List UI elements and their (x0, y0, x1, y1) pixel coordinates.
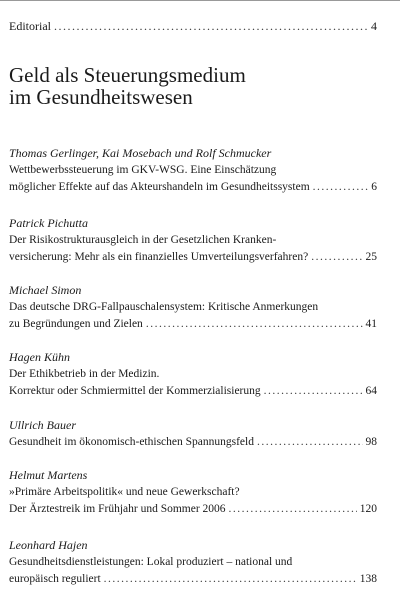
toc-entry[interactable] (9, 145, 377, 196)
toc-entry[interactable] (9, 349, 377, 400)
dot-leader (54, 18, 368, 35)
article-title-text: europäisch reguliert (9, 573, 101, 585)
page-number: 98 (365, 436, 377, 448)
dot-leader (311, 249, 362, 266)
article-title-text: Der Ärztestreik im Frühjahr und Sommer 2006 (9, 503, 226, 515)
toc-entry[interactable] (9, 417, 377, 451)
article-title-line: Der Ethikbetrieb in der Medizin. (9, 368, 160, 380)
author: Thomas Gerlinger, Kai Mosebach und Rolf Schmucker (9, 146, 272, 160)
article-title-text: zu Begründungen und Zielen (9, 318, 143, 330)
section-title (9, 64, 246, 108)
dot-leader (313, 179, 369, 196)
article-title-line: Der Risikostrukturausgleich in der Gesetzlichen Kranken- (9, 234, 277, 246)
page-number: 4 (371, 19, 377, 33)
editorial-label: Editorial (9, 19, 51, 33)
author: Helmut Martens (9, 468, 88, 482)
article-title-last-line (9, 383, 377, 400)
toc-entry[interactable] (9, 467, 377, 518)
toc-entry-editorial[interactable] (9, 18, 377, 35)
top-rule (0, 0, 400, 1)
article-title-text: möglicher Effekte auf das Akteurshandeln im Gesundheitssystem (9, 181, 310, 193)
article-title-last-line (9, 501, 377, 518)
page-number: 6 (371, 181, 377, 193)
section-title-line-2: im Gesundheitswesen (9, 85, 193, 109)
dot-leader (229, 501, 357, 518)
author: Patrick Pichutta (9, 216, 88, 230)
dot-leader (146, 316, 363, 333)
article-title-last-line (9, 316, 377, 333)
article-title-line: Wettbewerbssteuerung im GKV-WSG. Eine Einschätzung (9, 164, 277, 176)
article-title-line: »Primäre Arbeitspolitik« und neue Gewerkschaft? (9, 486, 240, 498)
dot-leader (104, 571, 357, 588)
article-title-text: Gesundheit im ökonomisch-ethischen Spannungsfeld (9, 436, 254, 448)
page-number: 120 (359, 503, 377, 515)
dot-leader (264, 383, 363, 400)
author: Ullrich Bauer (9, 418, 76, 432)
author: Michael Simon (9, 283, 82, 297)
article-title-last-line (9, 571, 377, 588)
article-title-last-line (9, 249, 377, 266)
article-title-text: versicherung: Mehr als ein finanzielles Umverteilungsverfahren? (9, 251, 309, 263)
toc-entry[interactable] (9, 215, 377, 266)
dot-leader (257, 434, 363, 451)
article-title-text: Korrektur oder Schmiermittel der Kommerzialisierung (9, 385, 261, 397)
page-number: 138 (359, 573, 377, 585)
page-number: 41 (365, 318, 377, 330)
page-number: 64 (365, 385, 377, 397)
article-title-last-line (9, 434, 377, 451)
toc-entry[interactable] (9, 537, 377, 588)
author: Hagen Kühn (9, 350, 70, 364)
author: Leonhard Hajen (9, 538, 88, 552)
toc-entry[interactable] (9, 282, 377, 333)
section-title-line-1: Geld als Steuerungsmedium (9, 63, 246, 87)
article-title-last-line (9, 179, 377, 196)
page-number: 25 (365, 251, 377, 263)
article-title-line: Das deutsche DRG-Fallpauschalensystem: Kritische Anmerkungen (9, 301, 319, 313)
article-title-line: Gesundheitsdienstleistungen: Lokal produziert – national und (9, 556, 293, 568)
